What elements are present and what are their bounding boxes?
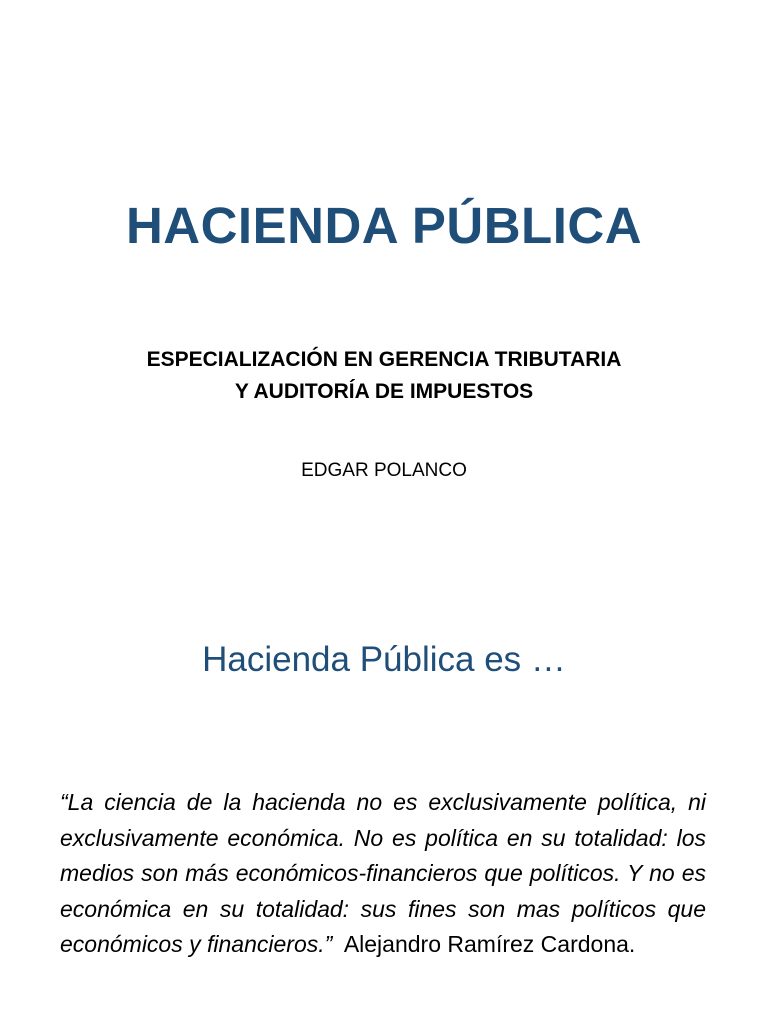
- subtitle-line-1: ESPECIALIZACIÓN EN GERENCIA TRIBUTARIA: [146, 348, 622, 371]
- subtitle: [0, 344, 768, 408]
- quote-author: Alejandro Ramírez Cardona.: [343, 931, 636, 957]
- main-title: HACIENDA PÚBLICA: [125, 197, 643, 254]
- subtitle-line-2: Y AUDITORÍA DE IMPUESTOS: [234, 380, 534, 403]
- definition-slide: [0, 560, 768, 1024]
- section-title: Hacienda Pública es …: [202, 640, 566, 679]
- quote-text: “La ciencia de la hacienda no es exclusivamente política, ni exclusivamente económica. No es política en su totalidad: los medios son más económicos-financieros que políticos. Y no es económica en su totalidad: sus fines son mas políticos que económicos y financieros.”: [60, 789, 706, 957]
- author-name: EDGAR POLANCO: [301, 460, 467, 481]
- quote-paragraph: [60, 785, 706, 963]
